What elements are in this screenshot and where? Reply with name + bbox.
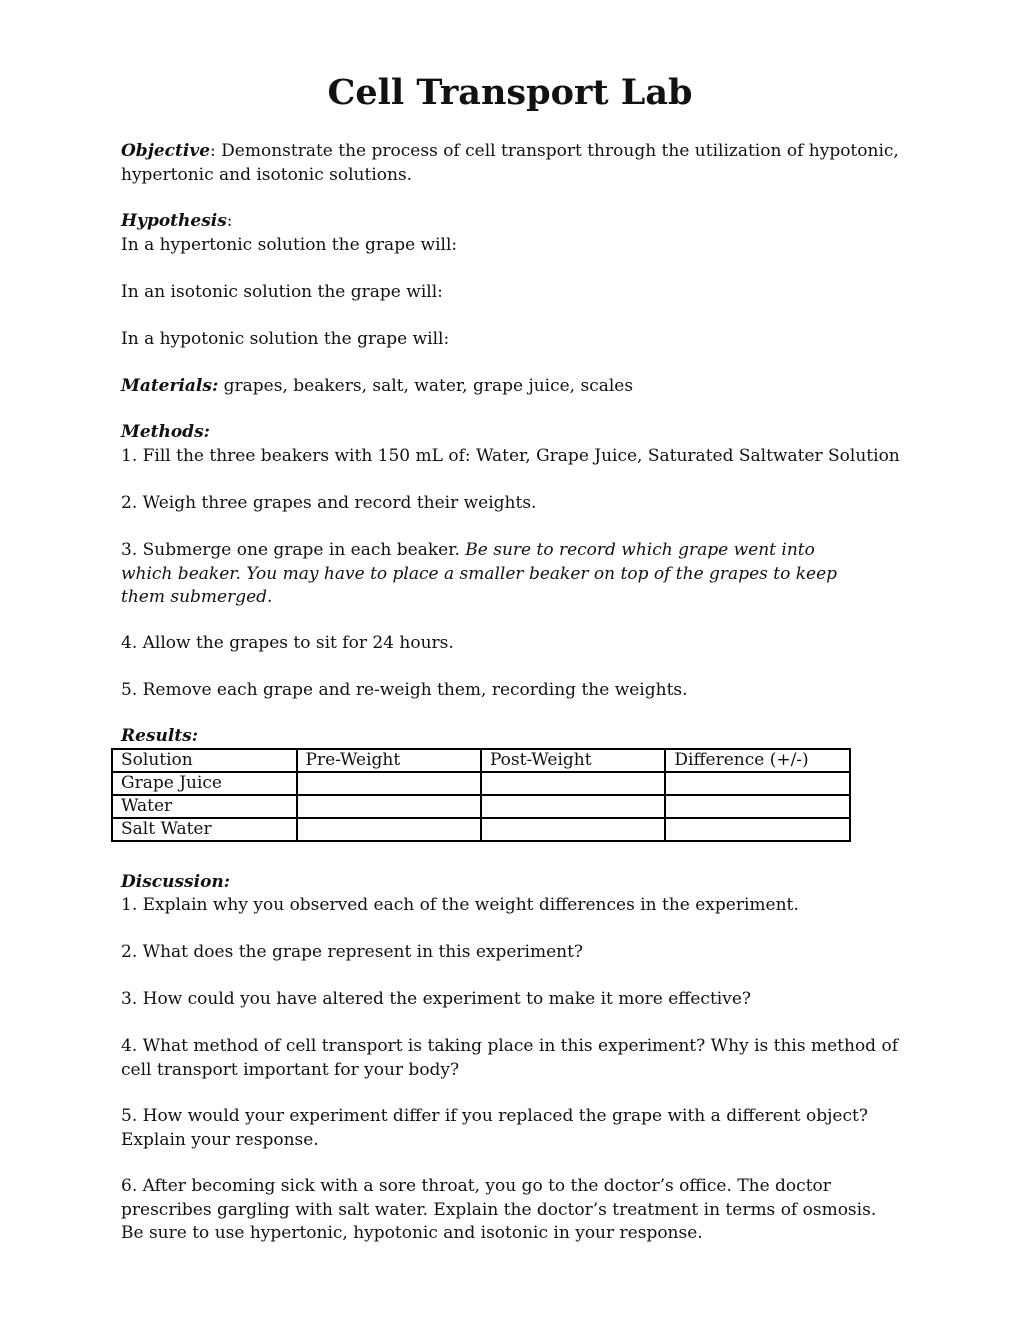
objective-label: Objective (121, 141, 211, 161)
table-header-row (112, 749, 850, 772)
method-step-1: 1. Fill the three beakers with 150 mL of: Water, Grape Juice, Saturated Saltwater Solution (121, 446, 900, 466)
pre-weight-cell[interactable] (297, 818, 481, 841)
pre-weight-cell[interactable] (297, 772, 481, 795)
method-step-5: 5. Remove each grape and re-weigh them, recording the weights. (121, 680, 688, 700)
results-label: Results: (121, 726, 199, 746)
discussion-question-5: 5. How would your experiment differ if you replaced the grape with a different object? Explain your response. (121, 1106, 868, 1150)
row-label-salt-water: Salt Water (112, 818, 297, 841)
discussion-label: Discussion: (121, 872, 231, 892)
method-step-4: 4. Allow the grapes to sit for 24 hours. (121, 633, 454, 653)
row-label-water: Water (112, 795, 297, 818)
table-row (112, 818, 850, 841)
header-cell-difference: Difference (+/-) (665, 749, 850, 772)
difference-cell[interactable] (665, 818, 850, 841)
materials-label: Materials: (121, 376, 219, 396)
pre-weight-cell[interactable] (297, 795, 481, 818)
hypothesis-hypertonic: In a hypertonic solution the grape will: (121, 235, 458, 255)
hypothesis-label: Hypothesis (121, 211, 227, 231)
hypothesis-isotonic: In an isotonic solution the grape will: (121, 282, 443, 302)
difference-cell[interactable] (665, 772, 850, 795)
header-cell-post-weight: Post-Weight (481, 749, 665, 772)
difference-cell[interactable] (665, 795, 850, 818)
materials-section (121, 375, 901, 399)
method-step-3-text: 3. Submerge one grape in each beaker. (121, 540, 466, 560)
post-weight-cell[interactable] (481, 818, 665, 841)
results-table (111, 748, 851, 842)
row-label-grape-juice: Grape Juice (112, 772, 297, 795)
hypothesis-colon: : (226, 211, 233, 231)
table-row (112, 772, 850, 795)
method-step-3-note: Be sure to record which grape went into which beaker. You may have to place a smaller beaker on top of the grapes to keep them submerged. (121, 540, 838, 607)
objective-text: : Demonstrate the process of cell transport through the utilization of hypotonic, hypertonic and isotonic solutions. (121, 141, 899, 185)
post-weight-cell[interactable] (481, 772, 665, 795)
header-cell-pre-weight: Pre-Weight (297, 749, 481, 772)
method-step-3 (121, 539, 861, 610)
table-row (112, 795, 850, 818)
post-weight-cell[interactable] (481, 795, 665, 818)
hypothesis-hypotonic: In a hypotonic solution the grape will: (121, 329, 450, 349)
methods-label: Methods: (121, 422, 210, 442)
discussion-question-4: 4. What method of cell transport is taking place in this experiment? Why is this method of cell transport important for your body? (121, 1036, 898, 1080)
discussion-question-6: 6. After becoming sick with a sore throat, you go to the doctor’s office. The doctor prescribes gargling with salt water. Explain the doctor’s treatment in terms of osmosis. Be sure to use hypertonic, hypotonic and isotonic in your response. (121, 1176, 877, 1243)
objective-section (121, 140, 901, 187)
discussion-question-3: 3. How could you have altered the experiment to make it more effective? (121, 989, 751, 1009)
discussion-question-2: 2. What does the grape represent in this experiment? (121, 942, 584, 962)
page-title: Cell Transport Lab (327, 72, 693, 113)
discussion-question-1: 1. Explain why you observed each of the weight differences in the experiment. (121, 895, 799, 915)
hypothesis-heading (121, 210, 901, 234)
header-cell-solution: Solution (112, 749, 297, 772)
materials-text: grapes, beakers, salt, water, grape juice, scales (218, 376, 634, 396)
method-step-2: 2. Weigh three grapes and record their weights. (121, 493, 537, 513)
